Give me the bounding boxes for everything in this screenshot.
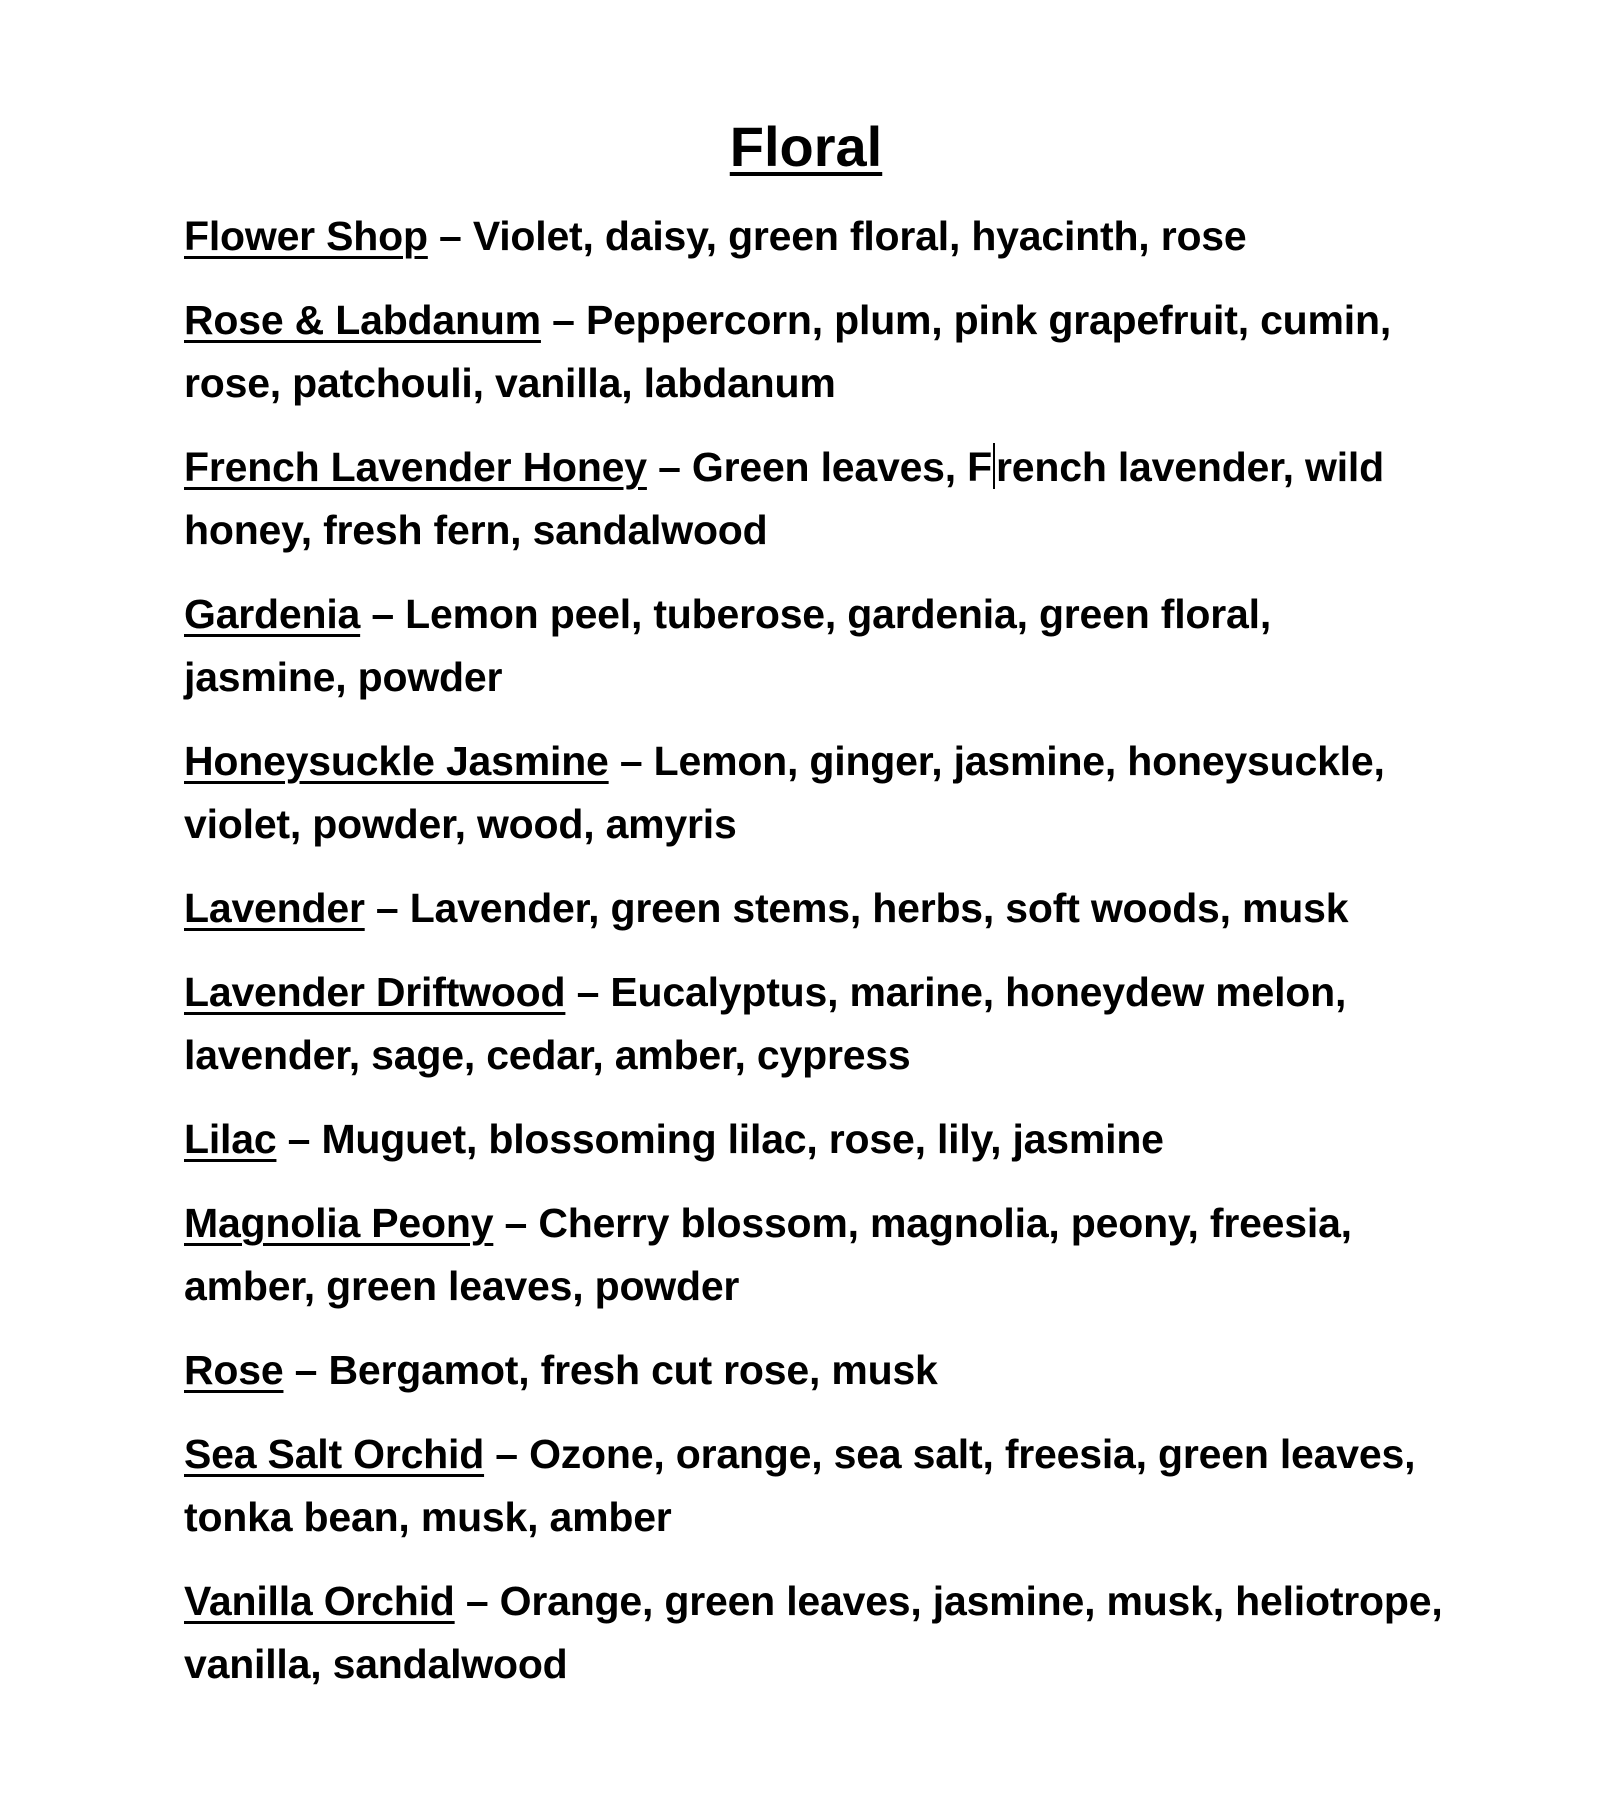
- text-cursor: [993, 443, 995, 489]
- list-item: [184, 1192, 1444, 1318]
- entry-name: Rose: [184, 1347, 284, 1393]
- entry-separator: –: [427, 213, 473, 259]
- entry-name: Magnolia Peony: [184, 1200, 494, 1246]
- entry-name: Sea Salt Orchid: [184, 1431, 485, 1477]
- entry-name: Flower Shop: [184, 213, 428, 259]
- entry-notes: Peppercorn, plum, pink grapefruit, cumin, rose, patchouli, vanilla, labdanum: [184, 297, 1392, 406]
- entry-notes: Lavender, green stems, herbs, soft woods, musk: [409, 885, 1349, 931]
- entry-separator: –: [493, 1200, 539, 1246]
- list-item: [184, 436, 1444, 562]
- entry-separator: –: [646, 444, 692, 490]
- list-item: [184, 1108, 1444, 1171]
- entry-name: Lavender Driftwood: [184, 969, 566, 1015]
- entry-notes: Orange, green leaves, jasmine, musk, heliotrope, vanilla, sandalwood: [184, 1578, 1443, 1687]
- entry-separator: –: [360, 591, 406, 637]
- list-item: [184, 1339, 1444, 1402]
- entry-notes: Lemon, ginger, jasmine, honeysuckle, violet, powder, wood, amyris: [184, 738, 1385, 847]
- entry-separator: –: [283, 1347, 329, 1393]
- entry-name: Lavender: [184, 885, 365, 931]
- entry-separator: –: [608, 738, 654, 784]
- entry-name: French Lavender Honey: [184, 444, 647, 490]
- list-item: [184, 961, 1444, 1087]
- entry-notes: Eucalyptus, marine, honeydew melon, lavender, sage, cedar, amber, cypress: [184, 969, 1347, 1078]
- entry-name: Lilac: [184, 1116, 277, 1162]
- entry-notes: Violet, daisy, green floral, hyacinth, rose: [472, 213, 1247, 259]
- entry-separator: –: [454, 1578, 500, 1624]
- list-item: [184, 583, 1444, 709]
- entry-notes: Ozone, orange, sea salt, freesia, green leaves, tonka bean, musk, amber: [184, 1431, 1416, 1540]
- entry-separator: –: [540, 297, 586, 343]
- entry-separator: –: [364, 885, 410, 931]
- entry-name: Gardenia: [184, 591, 361, 637]
- entry-name: Rose & Labdanum: [184, 297, 541, 343]
- entry-name: Honeysuckle Jasmine: [184, 738, 609, 784]
- entry-notes: Cherry blossom, magnolia, peony, freesia, amber, green leaves, powder: [184, 1200, 1352, 1309]
- entry-notes: Lemon peel, tuberose, gardenia, green floral, jasmine, powder: [184, 591, 1272, 700]
- list-item: [184, 730, 1444, 856]
- list-item: [184, 1570, 1444, 1696]
- entry-notes-start: Green leaves, F: [691, 444, 993, 490]
- entry-notes-end: rench lavender, wild honey, fresh fern, sandalwood: [184, 444, 1384, 553]
- list-item: [184, 289, 1444, 415]
- entry-separator: –: [484, 1431, 530, 1477]
- list-item: [184, 877, 1444, 940]
- entry-notes: Bergamot, fresh cut rose, musk: [328, 1347, 938, 1393]
- entry-separator: –: [276, 1116, 322, 1162]
- list-item: [184, 205, 1444, 268]
- entry-separator: –: [565, 969, 611, 1015]
- list-item: [184, 1423, 1444, 1549]
- entry-name: Vanilla Orchid: [184, 1578, 455, 1624]
- page-title-text: Floral: [729, 115, 883, 178]
- page-title: [0, 112, 1612, 182]
- entry-notes: Muguet, blossoming lilac, rose, lily, jasmine: [321, 1116, 1164, 1162]
- fragrance-list: [184, 205, 1444, 1717]
